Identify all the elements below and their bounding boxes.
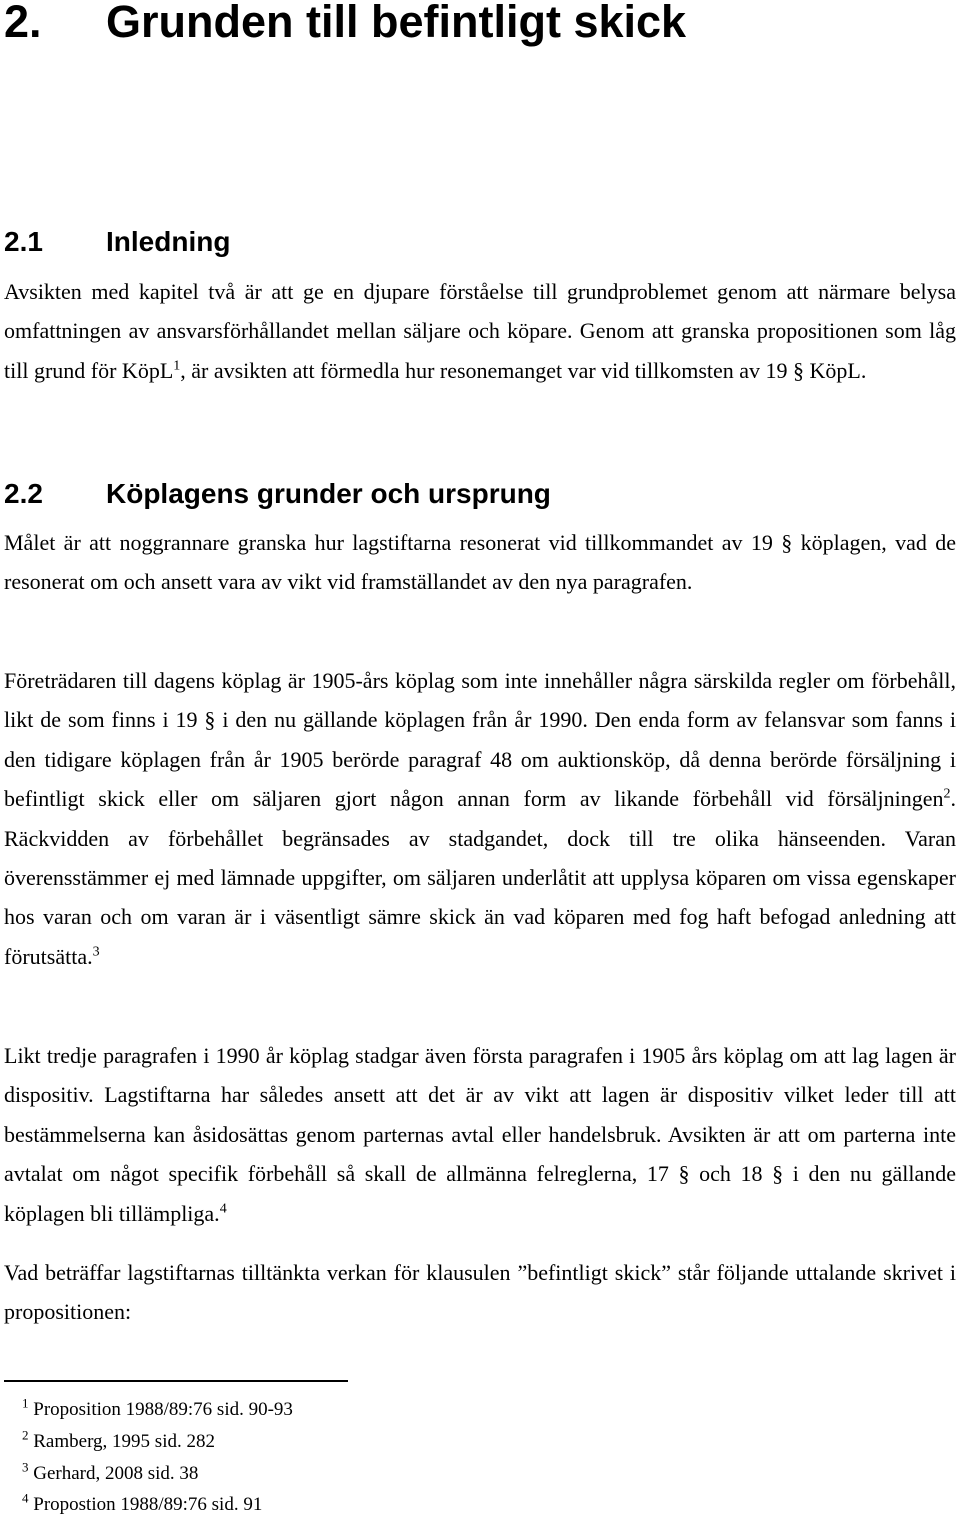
section-sign: §: [793, 357, 805, 383]
footnote-ref[interactable]: 1: [173, 358, 181, 374]
paragraph-malet: [4, 523, 956, 602]
section-number: 2.1: [4, 226, 43, 257]
text-run: , är avsikten att förmedla hur resonemanget var vid tillkomsten av 19: [180, 357, 794, 383]
footnote-mark: 2: [22, 1427, 29, 1443]
paragraph-vad-betraffar: [4, 1253, 956, 1332]
text-run: KöpL.: [804, 357, 867, 383]
section-title: Inledning: [106, 226, 231, 257]
text-run: köplagen, vad de resonerat om och ansett vara av vikt vid framställandet av den nya paragrafen.: [4, 530, 956, 595]
footnote-mark: 4: [22, 1491, 29, 1507]
paragraph-foretradaren: [4, 661, 956, 976]
section-title: Köplagens grunder och ursprung: [106, 478, 551, 509]
section-number: 2.2: [4, 478, 43, 509]
text-run: Målet är att noggrannare granska hur lagstiftarna resonerat vid tillkommandet av 19: [4, 530, 782, 555]
text-run: . Räckvidden av förbehållet begränsades av stadgandet, dock till tre olika hänseenden. Varan överensstämmer ej med lämnade uppgifter, om säljaren underlåtit att upplysa köparen om vissa egenskaper hos varan och om varan är i väsentligt sämre skick än vad köparen med fog haft befogad anledning att förutsätta.: [4, 786, 956, 969]
paragraph-likt-tredje: [4, 1036, 956, 1233]
footnote-text: Gerhard, 2008 sid. 38: [28, 1462, 199, 1484]
footnote-item: [22, 1489, 293, 1521]
text-run: Vad beträffar lagstiftarnas tilltänkta verkan för klausulen ”befintligt skick” står följande uttalande skrivet i propositionen:: [4, 1260, 956, 1325]
footnote-item: [22, 1394, 293, 1426]
chapter-heading: [4, 0, 686, 50]
section-heading-2-2: [4, 476, 551, 512]
section-sign: §: [772, 1161, 784, 1187]
footnote-item: [22, 1426, 293, 1458]
text-run: Likt tredje paragrafen i 1990 år köplag stadgar även första paragrafen i 1905 års köplag om att lag lagen är dispositiv. Lagstiftarna har således ansett att det är av vikt att lagen är dispositiv vilket leder till att bestämmelserna kan åsidosättas genom parternas avtal eller handelsbruk. Avsikten är att om parterna inte avtalat om något specifik förbehåll så skall de allmänna felreglerna, 17: [4, 1043, 956, 1187]
footnote-text: Proposition 1988/89:76 sid. 90-93: [28, 1399, 293, 1420]
section-sign: §: [204, 707, 216, 733]
footnote-text: Ramberg, 1995 sid. 282: [28, 1430, 215, 1452]
footnote-text: Propostion 1988/89:76 sid. 91: [28, 1494, 263, 1516]
text-run: och 18: [689, 1161, 773, 1187]
text-run: i den nu gällande köplagen bli tillämpliga.: [4, 1161, 957, 1226]
footnote-ref[interactable]: 4: [219, 1201, 227, 1217]
paragraph-inledning: [4, 272, 956, 390]
section-heading-2-1: [4, 224, 230, 260]
chapter-title: Grunden till befintligt skick: [106, 0, 687, 47]
text-run: Företrädaren till dagens köplag är 1905-års köplag som inte innehåller några särskilda regler om förbehåll, likt de som finns i 19: [4, 668, 956, 733]
text-run: i den nu gällande köplagen från år 1990. Den enda form av felansvar som fanns i den tidigare köplagen från år 1905 berörde paragraf 48 om auktionsköp, då denna berörde försäljning i befintligt skick eller om säljaren gjort någon annan form av likande förbehåll vid försäljningen: [4, 707, 956, 812]
text-run: Avsikten med kapitel två är att ge en djupare förståelse till grundproblemet genom att närmare belysa omfattningen av ansvarsförhållandet mellan säljare och köpare. Genom att granska propositionen som låg till grund för KöpL: [4, 279, 956, 383]
section-sign: §: [781, 530, 793, 555]
footnote-ref[interactable]: 2: [943, 786, 951, 802]
footnote-separator: [4, 1380, 348, 1382]
footnote-mark: 1: [22, 1395, 29, 1411]
footnote-item: [22, 1458, 293, 1490]
footnote-ref[interactable]: 3: [92, 944, 100, 960]
chapter-number: 2.: [4, 0, 42, 47]
footnote-mark: 3: [22, 1459, 29, 1475]
section-sign: §: [678, 1161, 690, 1187]
footnote-list: [22, 1394, 293, 1521]
